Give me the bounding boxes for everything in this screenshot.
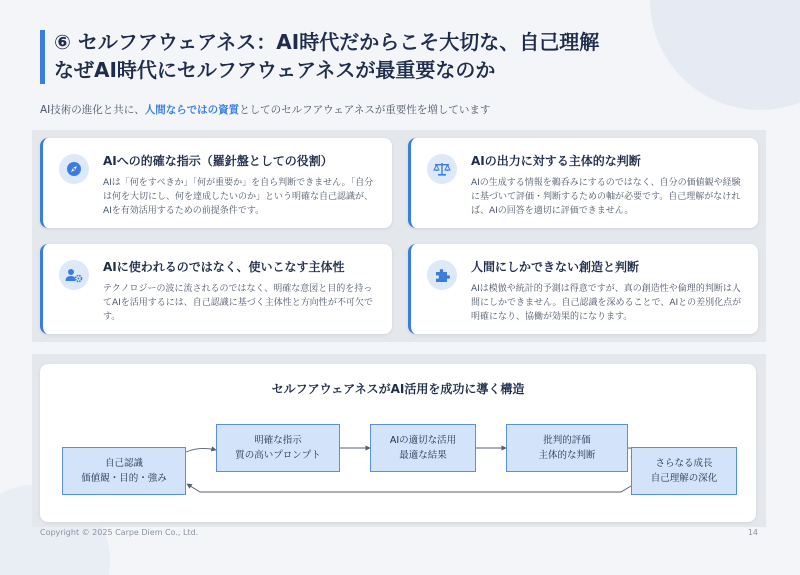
card-body: テクノロジーの波に流されるのではなく、明確な意図と目的を持ってAIを活用するには、自己認識に基づく主体性と方向性が不可欠です。 [103,284,373,322]
footer-copyright: Copyright © 2025 Carpe Diem Co., Ltd. [40,528,199,537]
flow-node-subtitle: 自己理解の深化 [650,473,718,484]
user-gear-icon [59,260,89,290]
flow-feedback-arrow [187,484,631,492]
flow-title: セルフアウェアネスがAI活用を成功に導く構造 [271,382,525,396]
page-number: 14 [747,528,758,537]
subtitle-text-before: AI技術の進化と共に、 [40,104,145,116]
flow-arrow-1 [186,448,216,452]
flow-node-self-awareness [62,447,186,495]
flow-node-subtitle: 価値観・目的・強み [81,473,167,484]
flow-node-title: 批判的評価 [543,435,591,446]
card-autonomy [40,244,392,334]
page-title-line-1: ⑥ セルフアウェアネス：AI時代だからこそ大切な、自己理解 [54,30,600,54]
card-body: AIは模倣や統計的予測は得意ですが、真の創造性や倫理的判断は人間にしかできません。自己認識を深めることで、AIとの差別化点が明確になり、協働が効果的になります。 [471,284,742,322]
card-body: AIの生成する情報を鵜呑みにするのではなく、自分の価値観や経験に基づいて評価・判断するための軸が必要です。自己理解がなければ、AIの回答を適切に評価できません。 [471,178,741,216]
flow-node-subtitle: 主体的な判断 [538,450,596,461]
page-subtitle [40,102,490,117]
card-judgement [408,138,758,228]
flow-node-subtitle: 質の高いプロンプト [235,450,321,461]
flow-node-title: 自己認識 [104,458,143,469]
flow-node-title: AIの適切な活用 [389,435,457,446]
subtitle-highlight: 人間ならではの資質 [144,104,240,116]
page-title-line-2: なぜAI時代にセルフアウェアネスが最重要なのか [54,58,496,82]
flow-diagram-panel [40,364,756,522]
flow-node-critical-evaluation [506,424,628,472]
card-title: 人間にしかできない創造と判断 [471,260,640,274]
card-ai-direction [40,138,392,228]
card-title: AIへの的確な指示（羅針盤としての役割） [103,154,333,168]
title-accent-bar [40,30,45,84]
puzzle-piece-icon [427,260,457,290]
card-title: AIに使われるのではなく、使いこなす主体性 [103,260,345,274]
flow-node-further-growth [631,447,737,495]
flow-node-title: さらなる成長 [655,458,713,469]
flow-node-clear-instructions [216,424,340,472]
page-title [54,28,754,84]
card-title: AIの出力に対する主体的な判断 [471,154,641,168]
flow-node-ai-utilization [370,424,476,472]
subtitle-text-after: としてのセルフアウェアネスが重要性を増しています [239,104,491,116]
card-body: AIは「何をすべきか」「何が重要か」を自ら判断できません。「自分は何を大切にし、何を達成したいのか」という明確な自己認識が、AIを有効活用するための前提条件です。 [103,178,374,216]
compass-icon [59,154,89,184]
card-creativity [408,244,758,334]
balance-scale-icon [427,154,457,184]
flow-node-title: 明確な指示 [254,435,302,446]
flow-node-subtitle: 最適な結果 [399,450,447,461]
